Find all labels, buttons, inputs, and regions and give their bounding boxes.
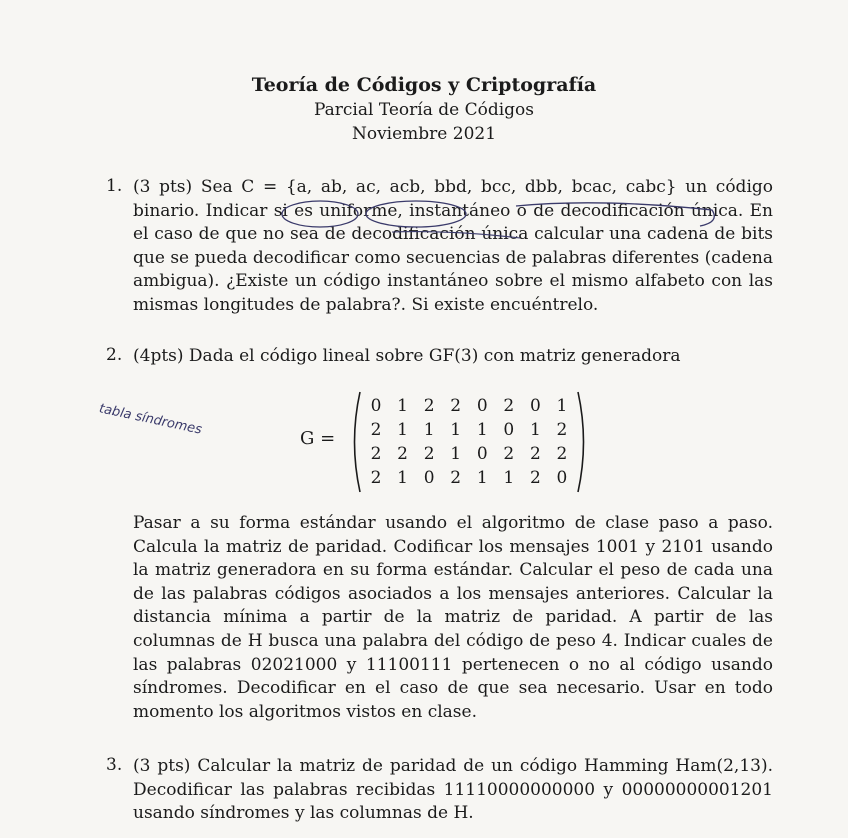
matrix-cell: 0 <box>476 444 488 464</box>
matrix-cell: 0 <box>476 396 488 416</box>
right-paren <box>576 390 590 494</box>
handwritten-note: tabla síndromes <box>97 401 204 438</box>
matrix-cell: 0 <box>529 396 541 416</box>
matrix-cell: 0 <box>556 468 568 488</box>
matrix-cell: 2 <box>370 420 382 440</box>
matrix-cell: 0 <box>370 396 382 416</box>
left-paren <box>348 390 362 494</box>
matrix-row <box>366 418 572 442</box>
matrix-cell: 0 <box>503 420 515 440</box>
question-2-number: 2. <box>106 345 123 365</box>
matrix-row <box>366 442 572 466</box>
question-1-text: (3 pts) Sea C = {a, ab, ac, acb, bbd, bcc, dbb, bcac, cabc} un código binario. Indicar si es uniforme, instantáneo o de decodificación única. En el caso de que no sea de decodificación única calcular una cadena de bits que se pueda decodificar como secuencias de palabras diferentes (cadena ambigua). ¿Existe un código instantáneo sobre el mismo alfabeto con las mismas longitudes de palabra?. Si existe encuéntrelo. <box>133 177 773 315</box>
matrix-cell: 2 <box>450 396 462 416</box>
matrix-label: G = <box>300 428 336 449</box>
matrix-cell: 2 <box>503 396 515 416</box>
matrix-grid <box>366 394 572 490</box>
exam-subtitle: Parcial Teoría de Códigos <box>313 100 535 120</box>
matrix-cell: 2 <box>423 396 435 416</box>
question-1-number: 1. <box>106 176 123 196</box>
exam-header <box>0 72 848 146</box>
matrix-cell: 2 <box>556 444 568 464</box>
matrix-cell: 2 <box>503 444 515 464</box>
matrix-cell: 2 <box>370 444 382 464</box>
matrix-cell: 0 <box>423 468 435 488</box>
matrix-cell: 2 <box>450 468 462 488</box>
matrix-cell: 2 <box>397 444 408 464</box>
matrix-cell: 2 <box>529 468 541 488</box>
matrix-cell: 2 <box>556 420 568 440</box>
matrix-cell: 2 <box>423 444 435 464</box>
matrix-cell: 1 <box>397 420 408 440</box>
matrix-row <box>366 394 572 418</box>
question-3-number: 3. <box>106 755 123 775</box>
matrix-cell: 1 <box>556 396 568 416</box>
matrix-cell: 2 <box>370 468 382 488</box>
matrix-cell: 1 <box>503 468 515 488</box>
question-2-intro: (4pts) Dada el código lineal sobre GF(3) con matriz generadora <box>133 346 681 366</box>
matrix-cell: 2 <box>529 444 541 464</box>
matrix-cell: 1 <box>423 420 435 440</box>
matrix-row <box>366 466 572 490</box>
matrix-cell: 1 <box>450 420 462 440</box>
question-3-text: (3 pts) Calcular la matriz de paridad de un código Hamming Ham(2,13). Decodificar las palabras recibidas 11110000000000 y 00000000001201 usando síndromes y las columnas de H. <box>133 756 773 824</box>
matrix-cell: 1 <box>476 468 488 488</box>
question-2-text: Pasar a su forma estándar usando el algoritmo de clase paso a paso. Calcula la matriz de paridad. Codificar los mensajes 1001 y 2101 usando la matriz generadora en su forma estándar. Calcular el peso de cada una de las palabras códigos asociados a los mensajes anteriores. Calcular la distancia mínima a partir de la matriz de paridad. A partir de las columnas de H busca una palabra del código de peso 4. Indicar cuales de las palabras 02021000 y 11100111 pertenecen o no al código usando síndromes. Decodificar en el caso de que sea necesario. Usar en todo momento los algoritmos vistos en clase. <box>133 513 773 722</box>
matrix-cell: 1 <box>529 420 541 440</box>
exam-title: Teoría de Códigos y Criptografía <box>251 74 597 96</box>
matrix-cell: 1 <box>450 444 462 464</box>
matrix-cell: 1 <box>476 420 488 440</box>
matrix-cell: 1 <box>397 468 408 488</box>
matrix-cell: 1 <box>397 396 408 416</box>
exam-date: Noviembre 2021 <box>351 124 497 144</box>
